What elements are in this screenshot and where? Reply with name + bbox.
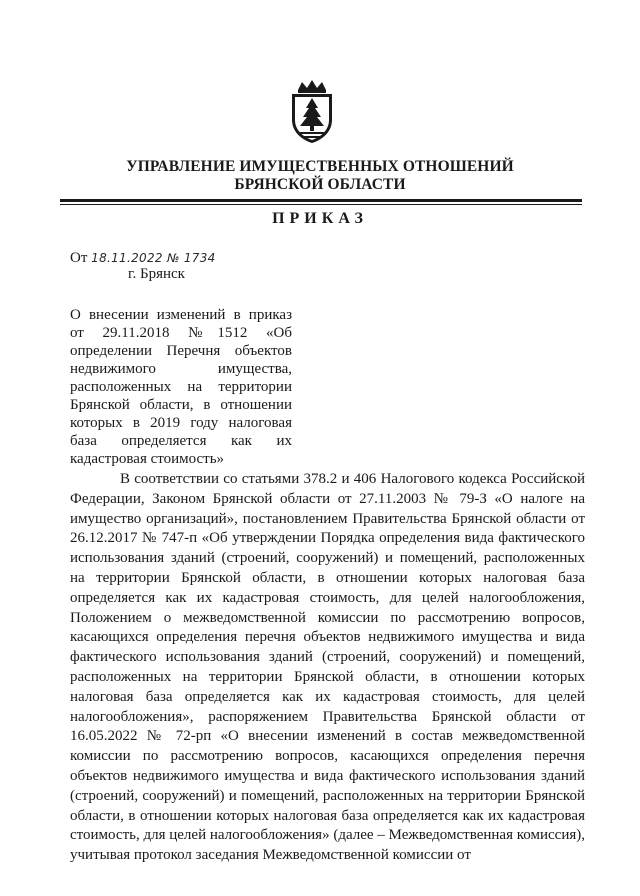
date-prefix: От — [70, 250, 88, 266]
city-label: г. Брянск — [128, 266, 185, 282]
handwritten-date-number: 18.11.2022 № 1734 — [91, 251, 216, 265]
header-divider-thick — [60, 199, 582, 202]
body-paragraph: В соответствии со статьями 378.2 и 406 Налогового кодекса Российской Федерации, Законом Брянской области от 27.11.2003 № 79-З «О налоге на имущество организаций», постановлением Правительства Брянской области от 26.12.2017 № 747-п «Об утверждении Порядка определения вида фактического использования зданий (строений, сооружений) и помещений, расположенных на территории Брянской области, в отношении которых налоговая база определяется как их кадастровая стоимость, для целей налогообложения, Положением о межведомственной комиссии по рассмотрению вопросов, касающихся определения перечня объектов недвижимого имущества и вида фактического использования зданий (строений, сооружений) и помещений, расположенных на территории Брянской области, в отношении которых налоговая база определяется как их кадастровая стоимость, для целей налогообложения», распоряжением Правительства Брянской области от 16.05.2022 № 72-рп «О внесении изменений в состав межведомственной комиссии по рассмотрению вопросов, касающихся определения перечня объектов недвижимого имущества и вида фактического использования зданий (строений, сооружений) и помещений, расположенных на территории Брянской области, в отношении которых налоговая база определяется как их кадастровая стоимость, для целей налогообложения» (далее – Межведомственная комиссия), учитывая протокол заседания Межведомственной комиссии от — [70, 471, 585, 864]
organization-name-line1: УПРАВЛЕНИЕ ИМУЩЕСТВЕННЫХ ОТНОШЕНИЙ — [126, 158, 514, 175]
subject-block: О внесении изменений в приказ от 29.11.2018 №1512 «Об определении Перечня объектов недвижимого имущества, расположенных на территории Брянской области, в отношении которых в 2019 году налоговая база определяется как их кадастровая стоимость» — [70, 307, 292, 467]
document-type-title: ПРИКАЗ — [272, 210, 368, 227]
organization-name-line2: БРЯНСКОЙ ОБЛАСТИ — [234, 176, 406, 193]
coat-of-arms-icon — [284, 80, 340, 144]
header-divider-thin — [60, 204, 582, 205]
organization-name — [60, 158, 580, 194]
date-line — [70, 250, 216, 267]
